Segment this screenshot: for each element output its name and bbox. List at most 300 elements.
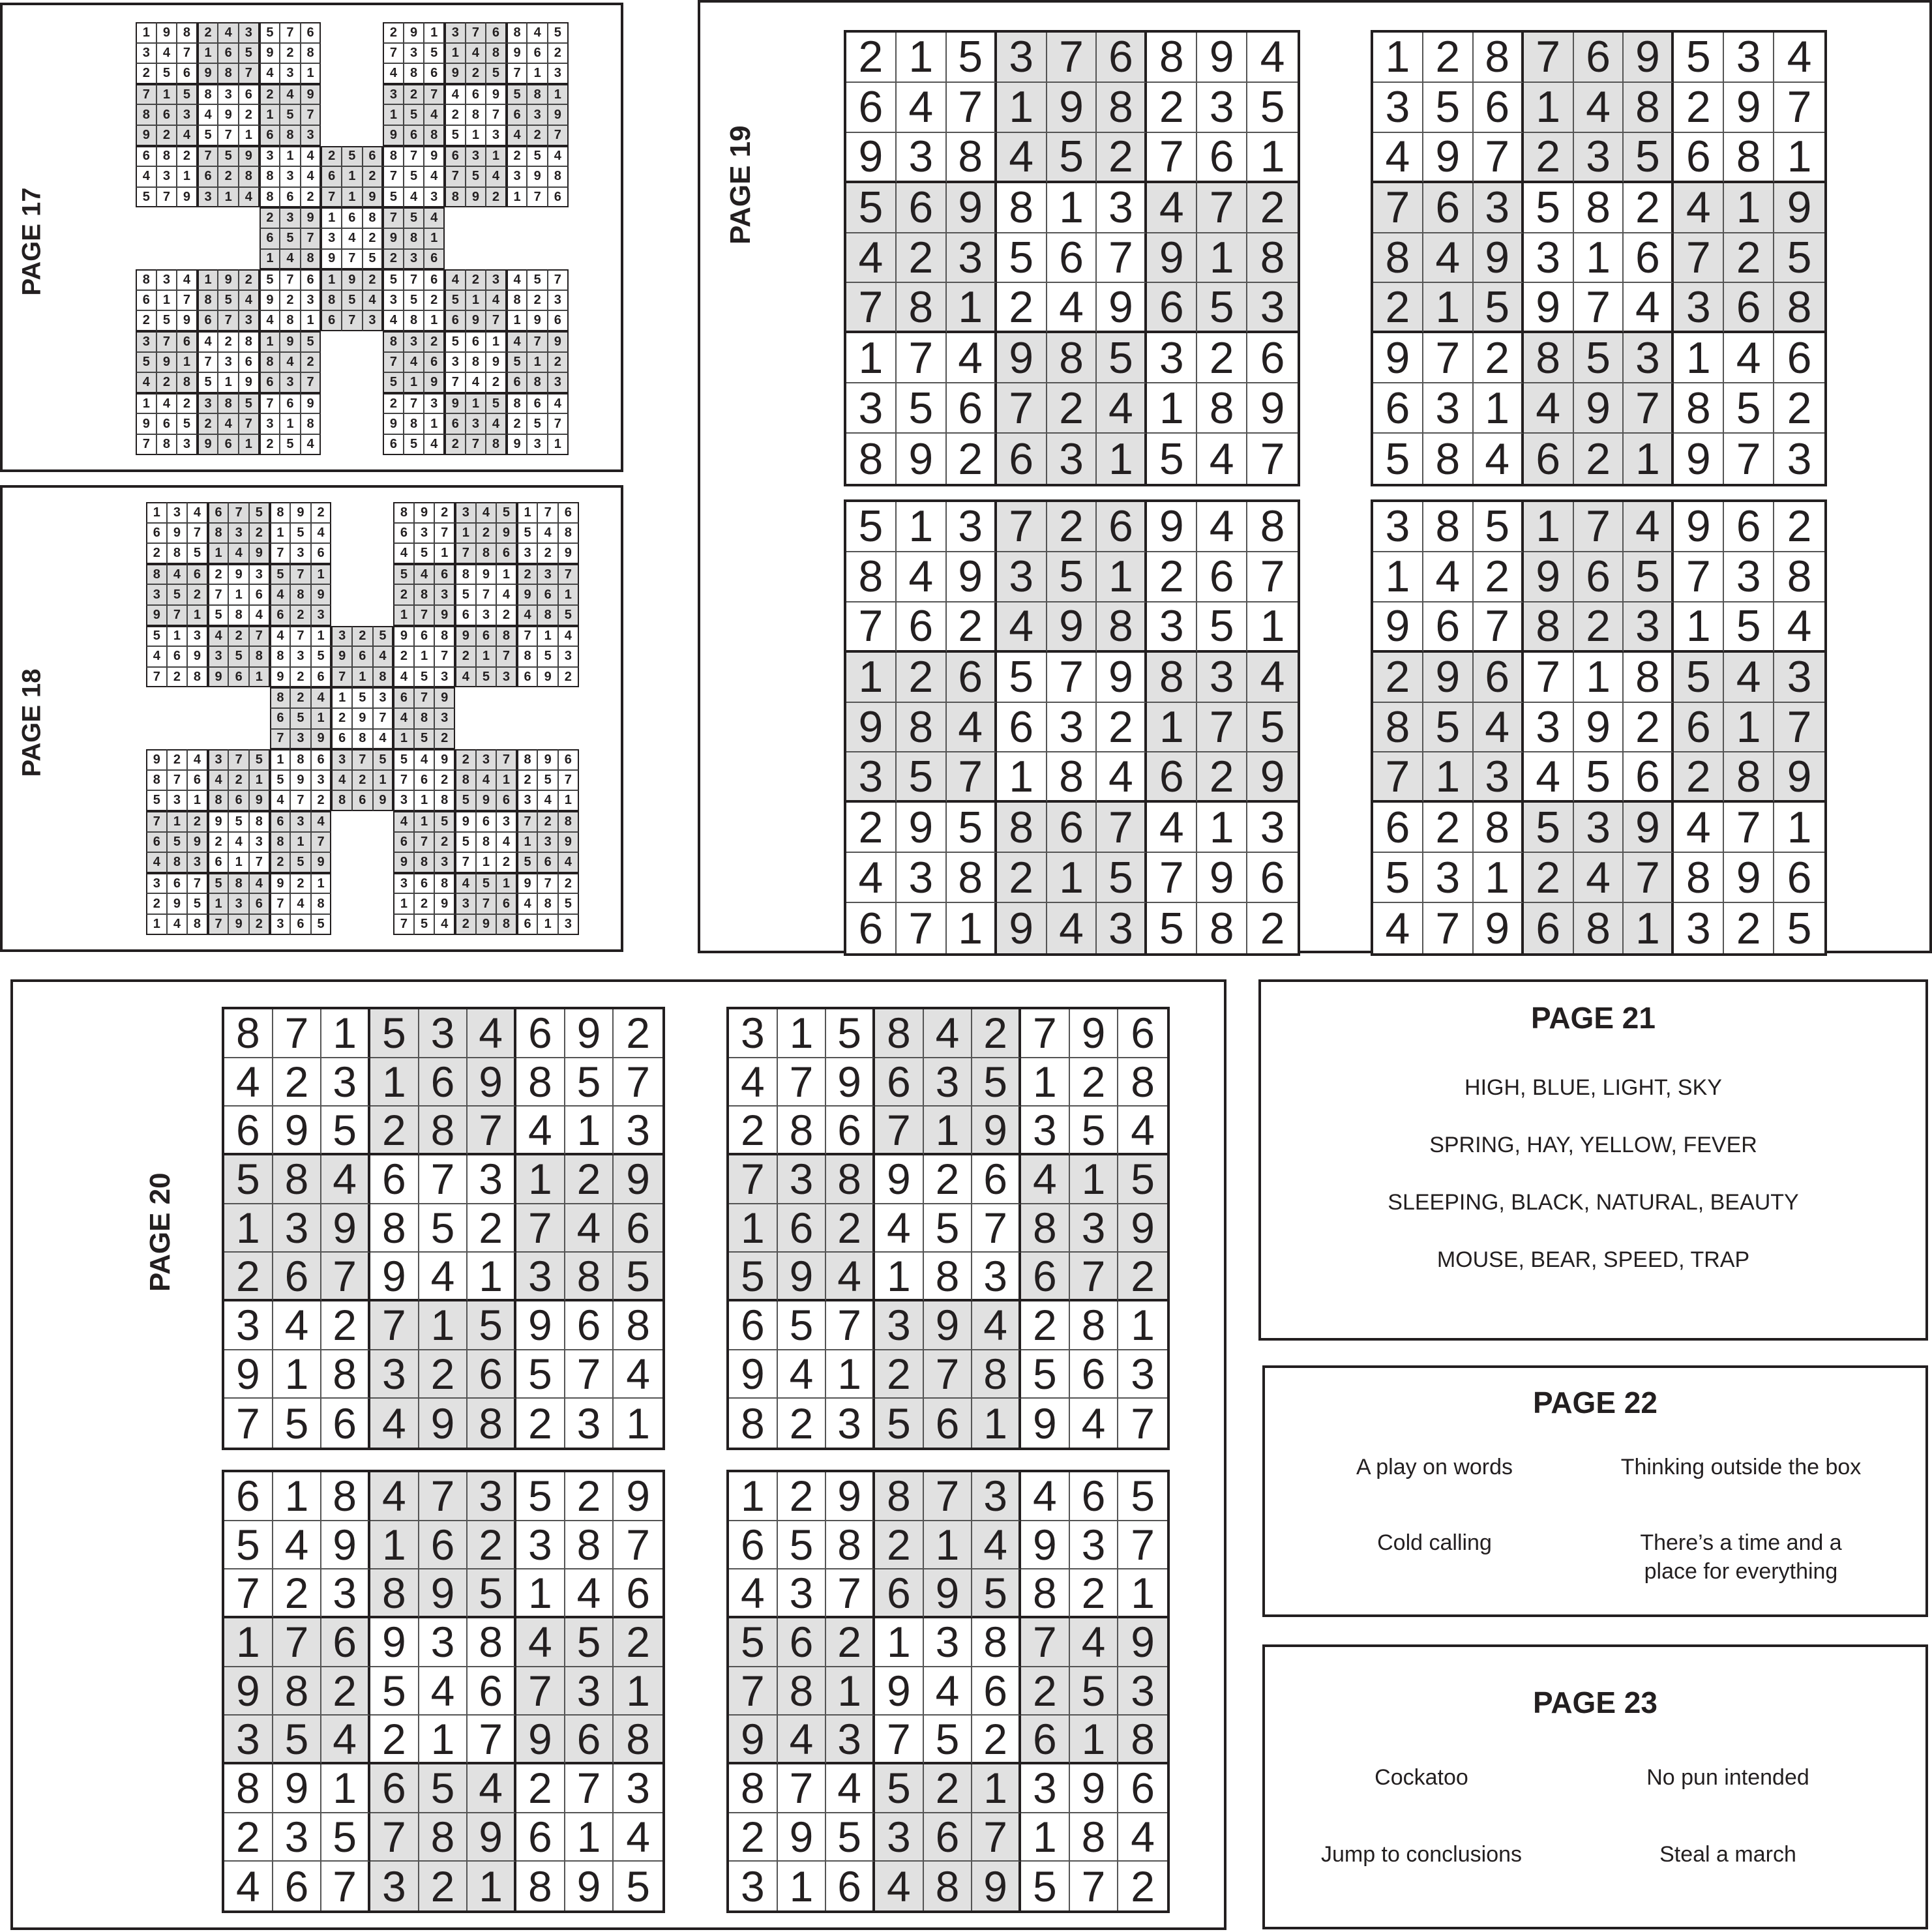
sudoku-cell: 6 bbox=[997, 703, 1047, 753]
sudoku-cell: 2 bbox=[875, 1350, 924, 1399]
samurai-cell: 7 bbox=[383, 166, 404, 187]
samurai-cell: 6 bbox=[507, 104, 528, 125]
sudoku-cell: 3 bbox=[1097, 183, 1147, 233]
sudoku-cell: 5 bbox=[972, 1058, 1021, 1107]
samurai-cell: 1 bbox=[260, 331, 280, 352]
samurai-cell: 9 bbox=[156, 352, 177, 373]
sudoku-cell: 4 bbox=[897, 552, 947, 602]
sudoku-cell: 5 bbox=[370, 1667, 419, 1716]
samurai-cell: 5 bbox=[342, 290, 363, 311]
samurai-cell: 9 bbox=[177, 310, 198, 331]
samurai-cell: 7 bbox=[548, 125, 569, 146]
sudoku-cell: 5 bbox=[1118, 1472, 1167, 1521]
samurai-cell: 8 bbox=[383, 331, 404, 352]
sudoku-cell: 3 bbox=[1674, 283, 1724, 333]
samurai-cell: 7 bbox=[239, 63, 260, 84]
samurai-cell: 2 bbox=[507, 146, 528, 167]
sudoku-cell: 9 bbox=[1147, 233, 1197, 284]
samurai-cell: 7 bbox=[208, 584, 229, 605]
samurai-cell: 7 bbox=[393, 914, 414, 935]
sudoku-cell: 7 bbox=[1724, 434, 1774, 484]
samurai-cell: 8 bbox=[280, 310, 301, 331]
samurai-cell: 1 bbox=[301, 63, 321, 84]
sudoku-cell: 8 bbox=[875, 1009, 924, 1058]
samurai-cell: 6 bbox=[537, 584, 558, 605]
samurai-cell: 1 bbox=[290, 832, 311, 853]
sudoku-cell: 3 bbox=[1047, 703, 1097, 753]
sudoku-cell: 2 bbox=[1423, 803, 1474, 853]
sudoku-cell: 9 bbox=[1574, 383, 1624, 434]
samurai-cell: 3 bbox=[280, 166, 301, 187]
samurai-cell: 3 bbox=[558, 646, 579, 667]
sudoku-cell: 6 bbox=[1524, 903, 1574, 953]
samurai-cell: 8 bbox=[311, 893, 332, 914]
sudoku-cell: 2 bbox=[729, 1813, 778, 1862]
sudoku-cell: 5 bbox=[1724, 602, 1774, 653]
sudoku-cell: 6 bbox=[997, 434, 1047, 484]
samurai-cell: 5 bbox=[383, 372, 404, 393]
samurai-cell: 9 bbox=[136, 413, 156, 434]
samurai-cell: 7 bbox=[496, 749, 517, 770]
sudoku-cell: 6 bbox=[224, 1107, 273, 1155]
samurai-cell: 7 bbox=[177, 290, 198, 311]
samurai-cell: 2 bbox=[249, 523, 270, 544]
sudoku-cell: 3 bbox=[947, 233, 997, 284]
samurai-cell: 3 bbox=[496, 667, 517, 688]
sudoku-cell: 3 bbox=[1624, 602, 1674, 653]
samurai-cell: 8 bbox=[445, 187, 466, 208]
samurai-cell: 7 bbox=[527, 331, 548, 352]
sudoku-cell: 1 bbox=[897, 502, 947, 552]
sudoku-cell: 8 bbox=[1070, 1813, 1119, 1862]
sudoku-cell: 5 bbox=[1574, 333, 1624, 383]
samurai-cell: 4 bbox=[331, 770, 352, 791]
sudoku-cell: 9 bbox=[1047, 83, 1097, 133]
sudoku-cell: 2 bbox=[1047, 383, 1097, 434]
samurai-cell: 8 bbox=[404, 413, 424, 434]
samurai-cell: 9 bbox=[249, 790, 270, 811]
sudoku-cell: 6 bbox=[778, 1204, 827, 1253]
sudoku-cell: 4 bbox=[1070, 1399, 1119, 1448]
samurai-cell: 7 bbox=[558, 564, 579, 585]
samurai-cell: 2 bbox=[198, 22, 218, 43]
samurai-cell: 2 bbox=[383, 22, 404, 43]
samurai-cell: 3 bbox=[187, 852, 208, 873]
samurai-cell: 3 bbox=[156, 269, 177, 290]
samurai-cell: 5 bbox=[373, 626, 394, 647]
samurai-cell: 6 bbox=[537, 852, 558, 873]
sudoku-cell: 6 bbox=[1147, 752, 1197, 803]
sudoku-cell: 9 bbox=[1373, 333, 1423, 383]
samurai-cell: 4 bbox=[373, 729, 394, 750]
sudoku-cell: 9 bbox=[729, 1350, 778, 1399]
samurai-cell: 1 bbox=[198, 43, 218, 64]
sudoku-cell: 5 bbox=[778, 1301, 827, 1350]
page-21-panel bbox=[1258, 979, 1928, 1341]
samurai-cell: 3 bbox=[228, 893, 249, 914]
samurai-cell: 7 bbox=[218, 310, 239, 331]
samurai-cell: 3 bbox=[136, 331, 156, 352]
samurai-cell: 7 bbox=[177, 43, 198, 64]
samurai-cell: 9 bbox=[424, 146, 445, 167]
samurai-cell: 3 bbox=[393, 873, 414, 894]
samurai-cell: 5 bbox=[537, 770, 558, 791]
sudoku-cell: 4 bbox=[972, 1301, 1021, 1350]
sudoku-cell: 4 bbox=[1624, 502, 1674, 552]
samurai-cell: 5 bbox=[445, 331, 466, 352]
samurai-cell: 9 bbox=[331, 646, 352, 667]
samurai-cell: 1 bbox=[331, 687, 352, 708]
samurai-cell: 7 bbox=[136, 434, 156, 455]
sudoku-cell: 3 bbox=[273, 1204, 322, 1253]
samurai-cell: 2 bbox=[486, 187, 507, 208]
samurai-cell: 1 bbox=[228, 584, 249, 605]
samurai-cell: 9 bbox=[301, 393, 321, 414]
page-21-line-2: SPRING, HAY, YELLOW, FEVER bbox=[1429, 1133, 1757, 1157]
samurai-cell: 3 bbox=[466, 146, 486, 167]
samurai-cell: 2 bbox=[228, 626, 249, 647]
sudoku-cell: 7 bbox=[1147, 133, 1197, 183]
sudoku-cell: 2 bbox=[224, 1813, 273, 1862]
samurai-cell: 8 bbox=[198, 84, 218, 105]
sudoku-cell: 9 bbox=[1197, 853, 1247, 903]
sudoku-cell: 6 bbox=[897, 183, 947, 233]
samurai-cell: 6 bbox=[167, 646, 188, 667]
samurai-cell: 3 bbox=[321, 228, 342, 249]
samurai-cell: 7 bbox=[260, 393, 280, 414]
samurai-cell: 5 bbox=[496, 502, 517, 523]
sudoku-cell: 6 bbox=[1524, 434, 1574, 484]
samurai-cell: 3 bbox=[507, 166, 528, 187]
samurai-cell: 2 bbox=[466, 269, 486, 290]
samurai-cell: 9 bbox=[486, 352, 507, 373]
sudoku-cell: 1 bbox=[947, 903, 997, 953]
samurai-cell: 4 bbox=[187, 749, 208, 770]
sudoku-cell: 6 bbox=[1574, 552, 1624, 602]
samurai-cell: 8 bbox=[507, 393, 528, 414]
sudoku-cell: 5 bbox=[1021, 1350, 1070, 1399]
samurai-cell: 1 bbox=[270, 523, 291, 544]
sudoku-cell: 8 bbox=[1674, 853, 1724, 903]
sudoku-cell: 5 bbox=[1247, 703, 1298, 753]
samurai-cell: 9 bbox=[507, 43, 528, 64]
sudoku-cell: 5 bbox=[1524, 803, 1574, 853]
sudoku-cell: 5 bbox=[1070, 1107, 1119, 1155]
sudoku-cell: 5 bbox=[924, 1204, 973, 1253]
sudoku-cell: 9 bbox=[321, 1521, 370, 1570]
sudoku-cell: 6 bbox=[1624, 752, 1674, 803]
sudoku-cell: 7 bbox=[1047, 33, 1097, 83]
samurai-cell: 7 bbox=[537, 873, 558, 894]
sudoku-cell: 4 bbox=[1047, 903, 1097, 953]
samurai-cell: 1 bbox=[517, 502, 538, 523]
samurai-cell: 8 bbox=[301, 413, 321, 434]
samurai-cell: 2 bbox=[136, 63, 156, 84]
samurai-cell: 5 bbox=[373, 749, 394, 770]
samurai-cell: 2 bbox=[424, 290, 445, 311]
page-17-samurai-grid bbox=[136, 22, 579, 455]
sudoku-cell: 1 bbox=[1147, 703, 1197, 753]
sudoku-cell: 7 bbox=[1247, 552, 1298, 602]
sudoku-cell: 1 bbox=[1774, 133, 1824, 183]
sudoku-cell: 1 bbox=[614, 1399, 662, 1448]
samurai-cell: 5 bbox=[363, 249, 383, 270]
samurai-cell: 7 bbox=[301, 104, 321, 125]
sudoku-cell: 3 bbox=[614, 1764, 662, 1813]
sudoku-cell: 9 bbox=[516, 1301, 565, 1350]
sudoku-cell: 8 bbox=[924, 1862, 973, 1910]
page-19-sudoku-4 bbox=[1371, 499, 1827, 956]
page-20-sudoku-2 bbox=[726, 1007, 1170, 1450]
sudoku-cell: 3 bbox=[1118, 1350, 1167, 1399]
sudoku-cell: 8 bbox=[897, 703, 947, 753]
sudoku-cell: 1 bbox=[273, 1350, 322, 1399]
sudoku-cell: 6 bbox=[729, 1301, 778, 1350]
samurai-cell: 7 bbox=[466, 22, 486, 43]
sudoku-cell: 7 bbox=[1118, 1399, 1167, 1448]
sudoku-cell: 7 bbox=[1021, 1618, 1070, 1667]
samurai-cell: 3 bbox=[280, 207, 301, 228]
sudoku-cell: 5 bbox=[1524, 183, 1574, 233]
sudoku-cell: 4 bbox=[1047, 283, 1097, 333]
samurai-cell: 7 bbox=[270, 729, 291, 750]
sudoku-cell: 1 bbox=[1474, 383, 1524, 434]
samurai-cell: 1 bbox=[404, 372, 424, 393]
sudoku-cell: 4 bbox=[1070, 1618, 1119, 1667]
samurai-cell: 5 bbox=[280, 104, 301, 125]
samurai-cell: 4 bbox=[156, 43, 177, 64]
samurai-cell: 6 bbox=[270, 811, 291, 832]
sudoku-cell: 4 bbox=[1674, 183, 1724, 233]
samurai-cell: 7 bbox=[198, 146, 218, 167]
samurai-cell: 5 bbox=[486, 63, 507, 84]
sudoku-cell: 6 bbox=[1247, 333, 1298, 383]
samurai-cell: 8 bbox=[383, 146, 404, 167]
sudoku-cell: 6 bbox=[826, 1862, 875, 1910]
sudoku-cell: 5 bbox=[1474, 502, 1524, 552]
sudoku-cell: 8 bbox=[565, 1253, 614, 1301]
sudoku-cell: 2 bbox=[1674, 83, 1724, 133]
samurai-cell: 8 bbox=[187, 667, 208, 688]
samurai-cell: 6 bbox=[146, 523, 167, 544]
sudoku-cell: 3 bbox=[947, 502, 997, 552]
samurai-cell: 9 bbox=[218, 104, 239, 125]
sudoku-cell: 7 bbox=[1197, 183, 1247, 233]
sudoku-cell: 2 bbox=[614, 1009, 662, 1058]
samurai-cell: 1 bbox=[136, 393, 156, 414]
samurai-cell: 6 bbox=[208, 502, 229, 523]
sudoku-cell: 4 bbox=[1021, 1472, 1070, 1521]
sudoku-cell: 4 bbox=[875, 1862, 924, 1910]
sudoku-cell: 9 bbox=[972, 1107, 1021, 1155]
samurai-cell: 5 bbox=[311, 914, 332, 935]
sudoku-cell: 9 bbox=[1097, 283, 1147, 333]
sudoku-cell: 9 bbox=[614, 1472, 662, 1521]
sudoku-cell: 9 bbox=[565, 1009, 614, 1058]
sudoku-cell: 9 bbox=[614, 1155, 662, 1204]
sudoku-cell: 7 bbox=[516, 1667, 565, 1716]
samurai-cell: 4 bbox=[393, 811, 414, 832]
samurai-cell: 6 bbox=[363, 146, 383, 167]
sudoku-cell: 1 bbox=[1423, 752, 1474, 803]
sudoku-cell: 6 bbox=[565, 1301, 614, 1350]
sudoku-cell: 3 bbox=[897, 133, 947, 183]
samurai-cell: 2 bbox=[218, 166, 239, 187]
sudoku-cell: 4 bbox=[826, 1764, 875, 1813]
sudoku-cell: 3 bbox=[273, 1813, 322, 1862]
sudoku-cell: 1 bbox=[778, 1009, 827, 1058]
sudoku-cell: 1 bbox=[826, 1667, 875, 1716]
sudoku-cell: 2 bbox=[846, 33, 897, 83]
samurai-cell: 2 bbox=[537, 543, 558, 564]
sudoku-cell: 7 bbox=[468, 1107, 516, 1155]
sudoku-cell: 6 bbox=[565, 1716, 614, 1764]
sudoku-cell: 7 bbox=[947, 83, 997, 133]
sudoku-cell: 8 bbox=[516, 1058, 565, 1107]
sudoku-cell: 8 bbox=[1423, 502, 1474, 552]
samurai-cell: 6 bbox=[260, 228, 280, 249]
sudoku-cell: 3 bbox=[875, 1813, 924, 1862]
samurai-cell: 2 bbox=[445, 104, 466, 125]
samurai-cell: 5 bbox=[383, 269, 404, 290]
sudoku-cell: 2 bbox=[1021, 1667, 1070, 1716]
sudoku-cell: 2 bbox=[1724, 903, 1774, 953]
sudoku-cell: 6 bbox=[846, 903, 897, 953]
samurai-cell: 2 bbox=[496, 852, 517, 873]
sudoku-cell: 3 bbox=[224, 1716, 273, 1764]
samurai-cell: 4 bbox=[280, 249, 301, 270]
sudoku-cell: 9 bbox=[370, 1253, 419, 1301]
samurai-cell: 5 bbox=[270, 564, 291, 585]
samurai-cell: 2 bbox=[156, 372, 177, 393]
sudoku-cell: 1 bbox=[565, 1813, 614, 1862]
samurai-cell: 5 bbox=[342, 146, 363, 167]
samurai-cell: 7 bbox=[290, 564, 311, 585]
sudoku-cell: 1 bbox=[614, 1667, 662, 1716]
samurai-cell: 8 bbox=[558, 811, 579, 832]
samurai-cell: 4 bbox=[517, 893, 538, 914]
sudoku-cell: 4 bbox=[1724, 653, 1774, 703]
sudoku-cell: 1 bbox=[370, 1058, 419, 1107]
sudoku-cell: 6 bbox=[1097, 33, 1147, 83]
page-22-title: PAGE 22 bbox=[1533, 1386, 1657, 1419]
samurai-cell: 8 bbox=[507, 22, 528, 43]
sudoku-cell: 6 bbox=[224, 1472, 273, 1521]
samurai-cell: 7 bbox=[455, 543, 476, 564]
samurai-cell: 4 bbox=[496, 832, 517, 853]
sudoku-cell: 2 bbox=[778, 1472, 827, 1521]
sudoku-cell: 1 bbox=[924, 1521, 973, 1570]
sudoku-cell: 7 bbox=[947, 752, 997, 803]
samurai-cell: 2 bbox=[331, 708, 352, 729]
sudoku-cell: 3 bbox=[516, 1521, 565, 1570]
sudoku-cell: 7 bbox=[1373, 183, 1423, 233]
sudoku-cell: 1 bbox=[1574, 653, 1624, 703]
sudoku-cell: 3 bbox=[846, 383, 897, 434]
samurai-cell: 4 bbox=[177, 269, 198, 290]
sudoku-cell: 4 bbox=[1118, 1107, 1167, 1155]
samurai-cell: 1 bbox=[496, 873, 517, 894]
sudoku-cell: 1 bbox=[516, 1569, 565, 1618]
samurai-cell: 9 bbox=[496, 523, 517, 544]
samurai-cell: 6 bbox=[218, 434, 239, 455]
samurai-cell: 1 bbox=[249, 770, 270, 791]
samurai-cell: 1 bbox=[260, 249, 280, 270]
samurai-cell: 3 bbox=[228, 523, 249, 544]
samurai-cell: 1 bbox=[414, 811, 435, 832]
sudoku-cell: 1 bbox=[1247, 602, 1298, 653]
samurai-cell: 7 bbox=[383, 207, 404, 228]
samurai-cell: 7 bbox=[280, 269, 301, 290]
samurai-cell: 2 bbox=[527, 125, 548, 146]
samurai-cell: 8 bbox=[331, 790, 352, 811]
sudoku-cell: 2 bbox=[1774, 502, 1824, 552]
sudoku-cell: 5 bbox=[614, 1862, 662, 1910]
samurai-cell: 3 bbox=[239, 22, 260, 43]
samurai-cell: 4 bbox=[342, 228, 363, 249]
sudoku-cell: 3 bbox=[1774, 653, 1824, 703]
sudoku-cell: 3 bbox=[1147, 602, 1197, 653]
sudoku-cell: 8 bbox=[1624, 83, 1674, 133]
samurai-cell: 3 bbox=[187, 626, 208, 647]
samurai-cell: 7 bbox=[537, 502, 558, 523]
samurai-cell: 9 bbox=[177, 187, 198, 208]
samurai-cell: 9 bbox=[156, 22, 177, 43]
samurai-cell: 4 bbox=[383, 63, 404, 84]
samurai-cell: 2 bbox=[260, 434, 280, 455]
samurai-cell: 3 bbox=[198, 187, 218, 208]
sudoku-cell: 5 bbox=[273, 1399, 322, 1448]
samurai-cell: 4 bbox=[270, 626, 291, 647]
samurai-cell: 5 bbox=[414, 667, 435, 688]
samurai-cell: 1 bbox=[424, 22, 445, 43]
sudoku-cell: 9 bbox=[516, 1716, 565, 1764]
sudoku-cell: 7 bbox=[1524, 653, 1574, 703]
sudoku-cell: 9 bbox=[1524, 552, 1574, 602]
samurai-cell: 7 bbox=[496, 646, 517, 667]
sudoku-cell: 9 bbox=[1423, 653, 1474, 703]
samurai-cell: 7 bbox=[331, 667, 352, 688]
samurai-cell: 1 bbox=[321, 269, 342, 290]
samurai-cell: 6 bbox=[466, 331, 486, 352]
samurai-cell: 6 bbox=[517, 667, 538, 688]
samurai-cell: 2 bbox=[198, 413, 218, 434]
sudoku-cell: 1 bbox=[1624, 434, 1674, 484]
samurai-cell: 2 bbox=[290, 873, 311, 894]
samurai-cell: 9 bbox=[414, 502, 435, 523]
sudoku-cell: 9 bbox=[1021, 1399, 1070, 1448]
samurai-cell: 2 bbox=[167, 667, 188, 688]
samurai-cell: 2 bbox=[311, 502, 332, 523]
sudoku-cell: 6 bbox=[947, 653, 997, 703]
samurai-cell: 5 bbox=[239, 393, 260, 414]
sudoku-cell: 2 bbox=[1373, 283, 1423, 333]
sudoku-cell: 6 bbox=[729, 1521, 778, 1570]
sudoku-cell: 4 bbox=[1774, 602, 1824, 653]
samurai-cell: 1 bbox=[476, 852, 497, 873]
samurai-cell: 8 bbox=[496, 626, 517, 647]
samurai-cell: 1 bbox=[342, 187, 363, 208]
samurai-cell: 5 bbox=[177, 413, 198, 434]
samurai-cell: 5 bbox=[486, 393, 507, 414]
samurai-cell: 5 bbox=[404, 290, 424, 311]
samurai-cell: 4 bbox=[156, 393, 177, 414]
sudoku-cell: 8 bbox=[370, 1569, 419, 1618]
sudoku-cell: 9 bbox=[1774, 752, 1824, 803]
samurai-cell: 4 bbox=[280, 84, 301, 105]
samurai-cell: 4 bbox=[218, 22, 239, 43]
sudoku-cell: 7 bbox=[778, 1058, 827, 1107]
